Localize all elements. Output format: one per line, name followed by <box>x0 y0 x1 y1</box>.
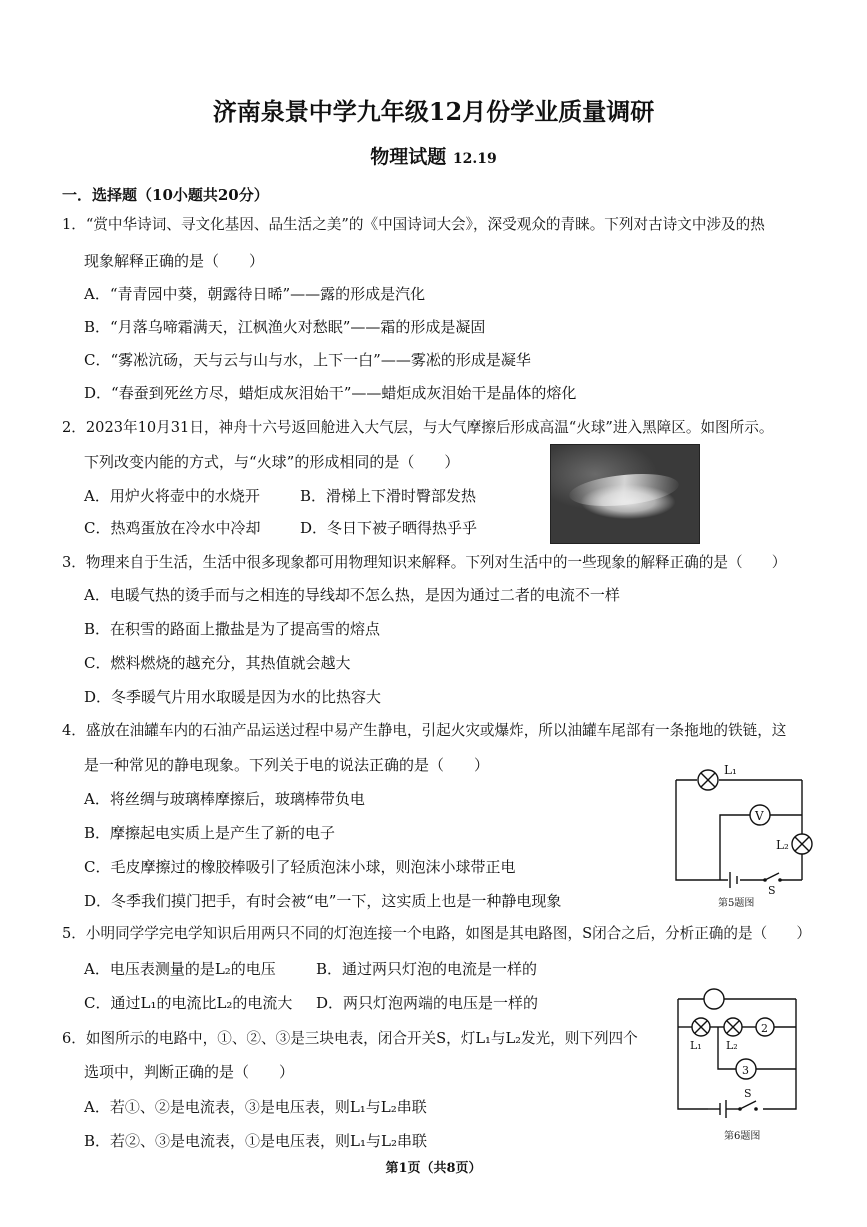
q1-option-b: B．“月落乌啼霜满天，江枫渔火对愁眠”——霜的形成是凝固 <box>84 318 486 336</box>
q5-option-a: A．电压表测量的是L₂的电压 <box>84 960 276 978</box>
q1-option-d: D．“春蚕到死丝方尽，蜡炬成灰泪始干”——蜡炬成灰泪始干是晶体的熔化 <box>84 384 577 402</box>
q2-option-b: B．滑梯上下滑时臀部发热 <box>300 487 477 505</box>
section-heading: 一．选择题（10小题共20分） <box>62 186 269 204</box>
figure6-meter3-label: 3 <box>742 1064 749 1077</box>
exam-date: 12.19 <box>452 151 497 167</box>
q4-option-a: A．将丝绸与玻璃棒摩擦后，玻璃棒带负电 <box>84 790 365 808</box>
figure6-l1-label: L₁ <box>690 1039 702 1052</box>
figure5-voltmeter-label: V <box>755 809 764 823</box>
page-number: 第1页（共8页） <box>385 1161 482 1176</box>
q4-option-d: D．冬季我们摸门把手，有时会被“电”一下，这实质上也是一种静电现象 <box>84 892 562 910</box>
q2-stem-line1: 2．2023年10月31日，神舟十六号返回舱进入大气层，与大气摩擦后形成高温“火球”进入黑障区。如图所示。 <box>62 419 774 436</box>
q4-option-b: B．摩擦起电实质上是产生了新的电子 <box>84 824 336 842</box>
q3-option-d: D．冬季暖气片用水取暖是因为水的比热容大 <box>84 688 382 706</box>
q6-stem-line1: 6．如图所示的电路中，①、②、③是三块电表，闭合开关S，灯L₁与L₂发光，则下列四个 <box>62 1030 638 1047</box>
exam-title: 济南泉景中学九年级12月份学业质量调研 <box>212 97 655 126</box>
q6-option-b: B．若②、③是电流表，①是电压表，则L₁与L₂串联 <box>84 1132 427 1150</box>
figure5-switch-label: S <box>768 884 776 897</box>
q3-option-b: B．在积雪的路面上撒盐是为了提高雪的熔点 <box>84 620 381 638</box>
figure5-caption: 第5题图 <box>718 898 755 909</box>
figure5-l2-label: L₂ <box>776 838 789 852</box>
q2-option-c: C．热鸡蛋放在冷水中冷却 <box>84 519 261 537</box>
q3-option-c: C．燃料燃烧的越充分，其热值就会越大 <box>84 654 351 672</box>
fireball-photo <box>550 444 700 544</box>
exam-subtitle <box>0 144 867 172</box>
q4-option-c: C．毛皮摩擦过的橡胶棒吸引了轻质泡沫小球，则泡沫小球带正电 <box>84 858 516 876</box>
q5-option-b: B．通过两只灯泡的电流是一样的 <box>316 960 538 978</box>
q3-option-a: A．电暖气热的烫手而与之相连的导线却不怎么热，是因为通过二者的电流不一样 <box>84 586 620 604</box>
figure5-l1-label: L₁ <box>724 763 737 777</box>
q6-stem-line2: 选项中，判断正确的是（ ） <box>84 1063 295 1081</box>
q1-stem-line2: 现象解释正确的是（ ） <box>84 252 265 270</box>
q2-option-a: A．用炉火将壶中的水烧开 <box>84 487 260 505</box>
figure6-l2-label: L₂ <box>726 1039 738 1052</box>
q1-option-a: A．“青青园中葵，朝露待日晞”——露的形成是汽化 <box>84 285 426 303</box>
q2-stem-line2: 下列改变内能的方式，与“火球”的形成相同的是（ ） <box>84 453 460 471</box>
figure6-caption: 第6题图 <box>724 1131 761 1142</box>
figure5-circuit <box>668 760 818 910</box>
figure6-circuit <box>668 985 818 1145</box>
q1-option-c: C．“雾凇沆砀，天与云与山与水，上下一白”——雾凇的形成是凝华 <box>84 351 531 369</box>
q4-stem-line2: 是一种常见的静电现象。下列关于电的说法正确的是（ ） <box>84 756 490 774</box>
q5-stem-line1: 5．小明同学学完电学知识后用两只不同的灯泡连接一个电路，如图是其电路图，S闭合之后，分析正确的是（ ） <box>62 925 811 942</box>
q6-option-a: A．若①、②是电流表，③是电压表，则L₁与L₂串联 <box>84 1098 427 1116</box>
q1-stem-line1: 1．“赏中华诗词、寻文化基因、品生活之美”的《中国诗词大会》，深受观众的青睐。下列对古诗文中涉及的热 <box>62 216 765 233</box>
q2-option-d: D．冬日下被子晒得热乎乎 <box>300 519 478 537</box>
figure6-meter2-label: 2 <box>761 1022 768 1035</box>
q3-stem-line1: 3．物理来自于生活，生活中很多现象都可用物理知识来解释。下列对生活中的一些现象的解释正确的是（ ） <box>62 554 787 571</box>
figure6-switch-label: S <box>744 1087 752 1100</box>
subject-title: 物理试题 <box>370 146 447 168</box>
q5-option-d: D．两只灯泡两端的电压是一样的 <box>316 994 539 1012</box>
q5-option-c: C．通过L₁的电流比L₂的电流大 <box>84 994 293 1012</box>
q4-stem-line1: 4．盛放在油罐车内的石油产品运送过程中易产生静电，引起火灾或爆炸，所以油罐车尾部有一条拖地的铁链，这 <box>62 722 787 739</box>
